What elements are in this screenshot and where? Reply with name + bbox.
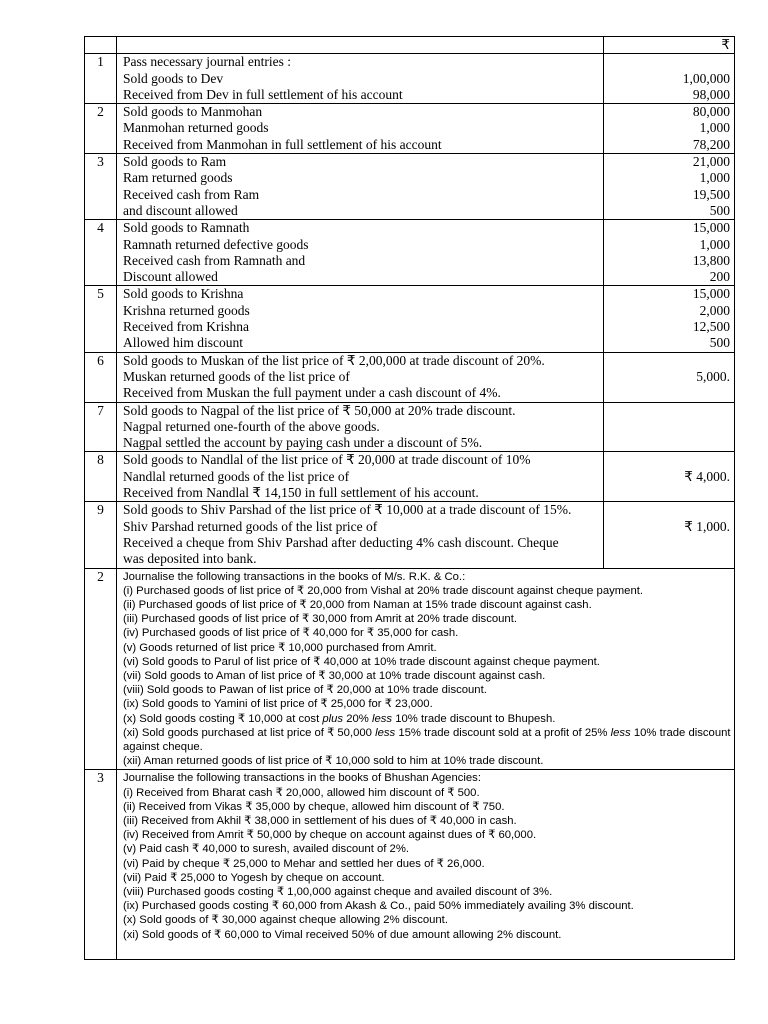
- description-line: Sold goods to Ram: [123, 154, 227, 170]
- row-amounts: [604, 220, 735, 286]
- row-description: [117, 154, 604, 220]
- item-text: 10% trade discount to Bhupesh.: [392, 712, 556, 725]
- row-number: 6: [85, 352, 117, 402]
- transaction-item: [123, 726, 734, 754]
- description-line: Discount allowed: [123, 269, 218, 285]
- row-amounts: [604, 54, 735, 104]
- row-description: [117, 402, 604, 452]
- description-line: and discount allowed: [123, 202, 238, 218]
- amount-value: 21,000: [692, 154, 730, 170]
- amount-value: [604, 403, 730, 419]
- header-text-cell: [117, 37, 604, 54]
- row-number: 5: [85, 286, 117, 352]
- amount-value: 98,000: [692, 86, 730, 102]
- description-line: Received a cheque from Shiv Parshad after deducting 4% cash discount. Cheque: [123, 534, 559, 550]
- amount-value: 80,000: [692, 104, 730, 120]
- amount-value: 1,000: [699, 236, 730, 252]
- transaction-item: (iii) Purchased goods of list price of ₹ 30,000 from Amrit at 20% trade discount.: [123, 613, 517, 626]
- item-text: 20%: [343, 712, 372, 725]
- amount-value: 2,000: [699, 302, 730, 318]
- amount-value: [604, 435, 730, 451]
- row-number: 7: [85, 402, 117, 452]
- transaction-item: (vii) Sold goods to Aman of list price of ₹ 30,000 at 10% trade discount against cash.: [123, 669, 546, 682]
- description-line: Sold goods to Nandlal of the list price of ₹ 20,000 at trade discount of 10%: [123, 452, 531, 468]
- question-2-body: [117, 568, 735, 770]
- amount-value: 13,800: [692, 252, 730, 268]
- transaction-item: (x) Sold goods of ₹ 30,000 against cheque allowing 2% discount.: [123, 914, 448, 927]
- amount-value: 78,200: [692, 136, 730, 152]
- header-row: [85, 37, 735, 54]
- amount-value: [604, 54, 730, 70]
- description-line: Sold goods to Muskan of the list price of ₹ 2,00,000 at trade discount of 20%.: [123, 352, 545, 368]
- amount-value: 1,000: [699, 170, 730, 186]
- row-amounts: [604, 452, 735, 502]
- amount-value: 12,500: [692, 319, 730, 335]
- amount-value: [604, 502, 730, 518]
- description-line: Muskan returned goods of the list price of: [123, 368, 350, 384]
- item-text: (x) Sold goods costing ₹ 10,000 at cost: [123, 712, 323, 725]
- row-description: [117, 104, 604, 154]
- description-line: Sold goods to Ramnath: [123, 220, 250, 236]
- question-2-row: [85, 568, 735, 770]
- row-amounts: [604, 104, 735, 154]
- exercise-document: [84, 36, 732, 960]
- question-3-row: [85, 770, 735, 960]
- question-title: Journalise the following transactions in the books of Bhushan Agencies:: [123, 772, 481, 785]
- description-line: Pass necessary journal entries :: [123, 54, 291, 70]
- description-line: Allowed him discount: [123, 335, 243, 351]
- q1-row: [85, 402, 735, 452]
- italic-term: plus: [322, 712, 344, 725]
- amount-value: [604, 452, 730, 468]
- description-line: Nagpal returned one-fourth of the above goods.: [123, 418, 380, 434]
- amount-value: 500: [709, 335, 730, 351]
- amount-value: 5,000.: [696, 368, 730, 384]
- row-amounts: [604, 352, 735, 402]
- question-title: Journalise the following transactions in the books of M/s. R.K. & Co.:: [123, 570, 466, 583]
- transaction-item: (ii) Received from Vikas ₹ 35,000 by cheque, allowed him discount of ₹ 750.: [123, 800, 505, 813]
- q1-row: [85, 502, 735, 568]
- question-number: 2: [85, 568, 117, 770]
- italic-term: less: [375, 726, 396, 739]
- amount-value: [604, 385, 730, 401]
- q1-row: [85, 154, 735, 220]
- row-amounts: [604, 502, 735, 568]
- header-num-cell: [85, 37, 117, 54]
- description-line: Received from Dev in full settlement of his account: [123, 86, 403, 102]
- transaction-item: [123, 712, 734, 726]
- description-line: Ramnath returned defective goods: [123, 236, 309, 252]
- description-line: Sold goods to Dev: [123, 70, 224, 86]
- item-text: 10% trade discount against cheque.: [123, 726, 731, 753]
- description-line: Received from Muskan the full payment under a cash discount of 4%.: [123, 385, 501, 401]
- transaction-item: (iv) Received from Amrit ₹ 50,000 by cheque on account against dues of ₹ 60,000.: [123, 829, 537, 842]
- amount-value: [604, 535, 730, 551]
- transaction-item: (i) Received from Bharat cash ₹ 20,000, allowed him discount of ₹ 500.: [123, 786, 480, 799]
- amount-value: ₹ 4,000.: [684, 468, 730, 484]
- description-line: Sold goods to Krishna: [123, 286, 244, 302]
- row-description: [117, 54, 604, 104]
- question-number: 3: [85, 770, 117, 960]
- q1-row: [85, 54, 735, 104]
- transaction-item: (ii) Purchased goods of list price of ₹ 20,000 from Naman at 15% trade discount against cash.: [123, 598, 592, 611]
- italic-term: less: [371, 712, 393, 725]
- transaction-item: (xii) Aman returned goods of list price of ₹ 10,000 sold to him at 10% trade discount.: [123, 755, 544, 768]
- amount-value: 1,00,000: [682, 70, 730, 86]
- transaction-item: (vi) Paid by cheque ₹ 25,000 to Mehar and settled her dues of ₹ 26,000.: [123, 857, 485, 870]
- description-line: Sold goods to Nagpal of the list price of ₹ 50,000 at 20% trade discount.: [123, 402, 516, 418]
- description-line: Krishna returned goods: [123, 302, 250, 318]
- item-text: (xi) Sold goods purchased at list price of ₹ 50,000: [123, 726, 376, 739]
- amount-value: 15,000: [692, 286, 730, 302]
- row-amounts: [604, 286, 735, 352]
- row-number: 3: [85, 154, 117, 220]
- currency-symbol: ₹: [721, 37, 730, 52]
- row-number: 4: [85, 220, 117, 286]
- transaction-item: (vi) Sold goods to Parul of list price of ₹ 40,000 at 10% trade discount against cheque payment.: [123, 655, 600, 668]
- description-line: Received cash from Ram: [123, 186, 260, 202]
- transaction-item: (xi) Sold goods of ₹ 60,000 to Vimal received 50% of due amount allowing 2% discount.: [123, 928, 562, 941]
- amount-value: 200: [709, 269, 730, 285]
- transaction-item: (viii) Purchased goods costing ₹ 1,00,000 against cheque and availed discount of 3%.: [123, 885, 553, 898]
- row-amounts: [604, 402, 735, 452]
- description-line: Nagpal settled the account by paying cash under a discount of 5%.: [123, 435, 483, 451]
- amount-value: [604, 551, 730, 567]
- row-number: 8: [85, 452, 117, 502]
- transaction-item: (viii) Sold goods to Pawan of list price of ₹ 20,000 at 10% trade discount.: [123, 684, 487, 697]
- q1-row: [85, 286, 735, 352]
- amount-value: ₹ 1,000.: [684, 518, 730, 534]
- transaction-item: (vii) Paid ₹ 25,000 to Yogesh by cheque on account.: [123, 871, 385, 884]
- row-number: 9: [85, 502, 117, 568]
- amount-value: 15,000: [692, 220, 730, 236]
- row-description: [117, 452, 604, 502]
- description-line: Nandlal returned goods of the list price of: [123, 468, 350, 484]
- blank-line: [123, 942, 734, 958]
- row-number: 1: [85, 54, 117, 104]
- description-line: Sold goods to Shiv Parshad of the list price of ₹ 10,000 at a trade discount of 15%.: [123, 502, 572, 518]
- transaction-item: (iv) Purchased goods of list price of ₹ 40,000 for ₹ 35,000 for cash.: [123, 627, 459, 640]
- amount-value: 500: [709, 202, 730, 218]
- exercise-table: [84, 36, 735, 960]
- amount-value: 19,500: [692, 186, 730, 202]
- currency-header: [604, 37, 735, 54]
- row-description: [117, 286, 604, 352]
- amount-value: [604, 485, 730, 501]
- description-line: Received cash from Ramnath and: [123, 252, 306, 268]
- italic-term: less: [610, 726, 631, 739]
- transaction-item: (ix) Purchased goods costing ₹ 60,000 from Akash & Co., paid 50% immediately availing 3% discount.: [123, 900, 634, 913]
- row-amounts: [604, 154, 735, 220]
- amount-value: [604, 419, 730, 435]
- transaction-item: (iii) Received from Akhil ₹ 38,000 in settlement of his dues of ₹ 40,000 in cash.: [123, 814, 517, 827]
- description-line: Manmohan returned goods: [123, 120, 269, 136]
- item-text: 15% trade discount sold at a profit of 25%: [395, 726, 611, 739]
- description-line: Ram returned goods: [123, 170, 233, 186]
- description-line: Received from Manmohan in full settlement of his account: [123, 136, 442, 152]
- question-3-body: [117, 770, 735, 960]
- description-line: Shiv Parshad returned goods of the list price of: [123, 518, 378, 534]
- q1-row: [85, 220, 735, 286]
- row-description: [117, 502, 604, 568]
- transaction-item: (v) Goods returned of list price ₹ 10,000 purchased from Amrit.: [123, 641, 437, 654]
- description-line: Received from Krishna: [123, 319, 249, 335]
- q1-row: [85, 452, 735, 502]
- description-line: was deposited into bank.: [123, 551, 257, 567]
- q1-row: [85, 352, 735, 402]
- transaction-item: (v) Paid cash ₹ 40,000 to suresh, availed discount of 2%.: [123, 843, 410, 856]
- transaction-item: (ix) Sold goods to Yamini of list price of ₹ 25,000 for ₹ 23,000.: [123, 698, 433, 711]
- description-line: Sold goods to Manmohan: [123, 104, 263, 120]
- description-line: Received from Nandlal ₹ 14,150 in full settlement of his account.: [123, 485, 479, 501]
- amount-value: [604, 353, 730, 369]
- transaction-item: (i) Purchased goods of list price of ₹ 20,000 from Vishal at 20% trade discount against cheque payment.: [123, 584, 644, 597]
- row-description: [117, 220, 604, 286]
- row-number: 2: [85, 104, 117, 154]
- amount-value: 1,000: [699, 120, 730, 136]
- row-description: [117, 352, 604, 402]
- q1-row: [85, 104, 735, 154]
